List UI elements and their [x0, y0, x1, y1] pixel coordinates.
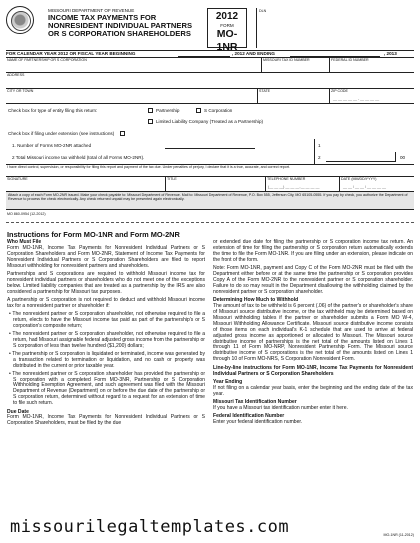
partnership-label: Partnership: [156, 108, 180, 113]
year-ending-heading: Year Ending: [213, 378, 243, 385]
extension-label: Check box if filing under extension (see instructions): [8, 131, 115, 136]
telephone-label: TELEPHONE NUMBER: [267, 177, 306, 181]
form-title: [48, 14, 208, 38]
period-label: FOR CALENDAR YEAR 2012 OR FISCAL YEAR BEGINNING: [6, 51, 136, 56]
instructions-left-column: [7, 240, 205, 427]
bullet-item: • The nonresident partner or S corporation shareholder, not otherwise required to file a return, elects to have the Missouri income tax paid as part of the partnership's or S corporation's composite return;: [9, 311, 206, 330]
line-2-label: 2 Total Missouri income tax withheld (total of all Forms MO-2NR).: [12, 155, 145, 160]
title-label: TITLE: [167, 177, 177, 181]
due-date-heading: Due Date: [7, 408, 29, 415]
tax-year: 2012: [215, 11, 239, 22]
state-label: STATE: [259, 89, 271, 93]
fed-id-text: Enter your federal identification number.: [213, 419, 303, 426]
dln-label: DLN: [259, 9, 267, 13]
para-intro: Form MO-1NR, Income Tax Payments for Nonresident Individual Partners or S Corporation Shareholders and Form MO-2NR, Statement of Income Tax Payments for Nonresident Individual Partners or S Corporation Shareholders are filed to report Missouri withholding for nonresident partners and shareholders.: [7, 244, 205, 269]
line-2-number: 2: [318, 155, 321, 160]
determining-text: The amount of tax to be withheld is 6 percent (.06) of the partner's or shareholder's share of Missouri source distributive income, or the tax withheld may be determined based on Missouri withholding tables if the partner or shareholder submits a Form MO W-4, Missouri Withholding Allowance Certificate. Missouri source distributive income consists of those items on each individual's K-1 schedule that are used to arrive at federal adjusted gross income as apportioned or allocated to Missouri. The Missouri source distributive income of partnerships is the net total of the amounts listed on Lines 1 through 11 of Form MO-NRP, Nonresident Partnership Form. The Missouri source distributive income of S corporations is the net total of the amounts listed on Lines 1 through 10 of Form MO-NRS, S Corporation Nonresident Form.: [213, 303, 413, 363]
instructions-right-column: [213, 240, 413, 426]
form-label: FORM: [220, 23, 234, 28]
mail-instructions: Attach a copy of each Form MO-2NR issued. Make your check payable to: Missouri Department of Revenue. Mail to: Missouri Department of Revenue, P.O. Box 555, Jefferson City, MO 65105-0555. If you pay by check, you authorize the Department of Revenue to process the check electronically. Any check returned unpaid may be presented again electronically.: [8, 193, 408, 202]
address-field[interactable]: [6, 73, 414, 87]
line-1-field[interactable]: [165, 148, 255, 149]
form-id-right: MO-1NR (11-2012): [383, 533, 414, 537]
entity-llc-option[interactable]: [148, 119, 263, 124]
line-2-amount-field[interactable]: [326, 153, 396, 162]
period-ending-label: , 2012 AND ENDING: [232, 51, 275, 56]
mo-tax-id-field[interactable]: [262, 58, 328, 72]
period-year-suffix: , 2013: [384, 51, 397, 56]
city-field[interactable]: [6, 89, 256, 103]
zip-label: ZIP CODE: [331, 89, 348, 93]
entity-partnership-option[interactable]: [148, 108, 180, 113]
line-1-number: 1: [318, 143, 321, 148]
fein-label: FEDERAL ID NUMBER: [331, 58, 369, 62]
year-form-box: [207, 8, 247, 54]
mo-tax-id-label: MISSOURI TAX ID NUMBER: [263, 58, 310, 62]
fein-field[interactable]: [330, 58, 414, 72]
state-field[interactable]: [258, 89, 328, 103]
llc-checkbox[interactable]: [148, 119, 153, 124]
telephone-field[interactable]: (__ __ __) __ __ __-__ __ __ __: [268, 185, 320, 189]
scorp-label: S Corporation: [204, 108, 233, 113]
signature-field[interactable]: [6, 177, 164, 190]
line-1-label: 1. Number of Forms MO-2NR attached: [12, 143, 92, 148]
form-id-bottom: MO 860-0954 (12-2012): [7, 212, 46, 216]
extension-checkbox[interactable]: [120, 131, 125, 136]
watermark-footer: [0, 512, 420, 543]
signature-label: SIGNATURE: [7, 177, 28, 181]
para-required: Partnerships and S corporations are required to withhold Missouri income tax for nonresident individual partners or shareholders who do not meet one of the exceptions below. Limited liability companies that are treated as a partnership by the IRS are also considered a partnership for Missouri tax purposes.: [7, 271, 205, 295]
declaration-text: I have direct control, supervision, or responsibility for filing this report and payment of the tax due. Under penalties of perjury, I declare that it is a true, accurate, and correct report.: [7, 165, 290, 169]
bullet-item: • The partnership or S corporation is liquidated or terminated, income was generated by a transaction related to termination or liquidation, and no cash or property was distributed in the current or prior taxable year.: [9, 350, 205, 369]
watermark-text: missourilegaltemplates.com: [10, 517, 290, 537]
missouri-state-seal: [6, 6, 34, 34]
instructions-heading: Instructions for Form MO-1NR and Form MO-2NR: [7, 230, 180, 239]
line-2-cents: 00: [400, 155, 406, 160]
date-label: DATE (MM/DD/YYYY): [341, 177, 377, 181]
bullet-item: • The nonresident partner or S corporation shareholder has provided the partnership or S corporation with a completed Form MO-3NR, Partnership or S Corporation Withholding Exemption Agreement, and such agreement was filed with the Missouri Department of Revenue (Department) on or before the due date of the partnership or S corporation return, determined without regard to a request for an extension of time to file such return.: [9, 370, 205, 407]
title-line-3: OR S CORPORATION SHAREHOLDERS: [48, 29, 191, 39]
para-extension: or extended due date for filing the partnership or S corporation income tax return. An extension of time for filing the partnership or S corporation return automatically extends the time to file the Form MO-1NR. If you are filing under an extension, please indicate on the front of the form.: [213, 239, 413, 263]
scorp-checkbox[interactable]: [196, 108, 201, 113]
partnership-name-label: NAME OF PARTNERSHIP OR S CORPORATION: [7, 58, 87, 62]
title-line-1: INCOME TAX PAYMENTS FOR: [48, 13, 157, 22]
due-date-text: Form MO-1NR, Income Tax Payments for Nonresident Individual Partners or S Corporation Shareholders, must be filed by the due: [7, 414, 205, 427]
title-field[interactable]: [166, 177, 264, 190]
year-ending-text: If not filing on a calendar year basis, enter the beginning and the ending date of the tax year.: [213, 384, 413, 397]
form-number: MO-1NR: [216, 28, 238, 54]
bullet-item: • The nonresident partner or S corporation shareholder, not otherwise required to file a return, had Missouri assignable federal adjusted gross income from the partnership or S corporation of less than twelve hundred ($1,200) dollars;: [9, 331, 206, 349]
address-label: ADDRESS: [7, 73, 25, 77]
who-must-file-heading: Who Must File: [7, 239, 42, 245]
date-field[interactable]: __ __ / __ __ / __ __ __ __: [343, 185, 386, 189]
entity-scorp-option[interactable]: [196, 108, 232, 113]
agency-name: MISSOURI DEPARTMENT OF REVENUE: [48, 8, 135, 13]
mo-id-text: If you have a Missouri tax identification number enter it here.: [213, 405, 348, 412]
extension-option[interactable]: [8, 131, 128, 136]
tear-line: [6, 222, 414, 223]
llc-label: Limited Liability Company (Treated as a Partnership): [156, 119, 264, 124]
entity-type-label: Check box for type of entity filing this return:: [8, 108, 98, 113]
mo-id-heading: Missouri Tax Identification Number: [213, 399, 297, 406]
line-by-line-heading: Line-by-line instructions for Form MO-1NR, Income Tax Payments for Nonresident Individual Partners or S Corporation Shareholders: [213, 364, 413, 377]
title-line-2: NONRESIDENT INDIVIDUAL PARTNERS: [48, 21, 193, 31]
fed-id-heading: Federal Identification Number: [213, 413, 285, 420]
partnership-name-field[interactable]: [6, 58, 260, 72]
partnership-checkbox[interactable]: [148, 108, 153, 113]
determining-heading: Determining How Much to Withhold: [213, 297, 299, 304]
para-exceptions: A partnership or S corporation is not required to deduct and withhold Missouri income tax for a nonresident partner or shareholder if:: [7, 297, 205, 310]
zip-field[interactable]: __ __ __ __ __ - __ __ __ __: [333, 97, 380, 101]
para-note: Note: Form MO-1NR, payment and Copy C of the Form MO-2NR must be filed with the Department either before or at the same time the partnership or S corporation provides Copy A of the Form MO-2NR to the nonresident partner or S corporation shareholder. Failure to do so may result in the Department disallowing the withholding claimed by the nonresident partner or S corporation shareholder.: [213, 265, 413, 295]
city-label: CITY OR TOWN: [7, 89, 34, 93]
